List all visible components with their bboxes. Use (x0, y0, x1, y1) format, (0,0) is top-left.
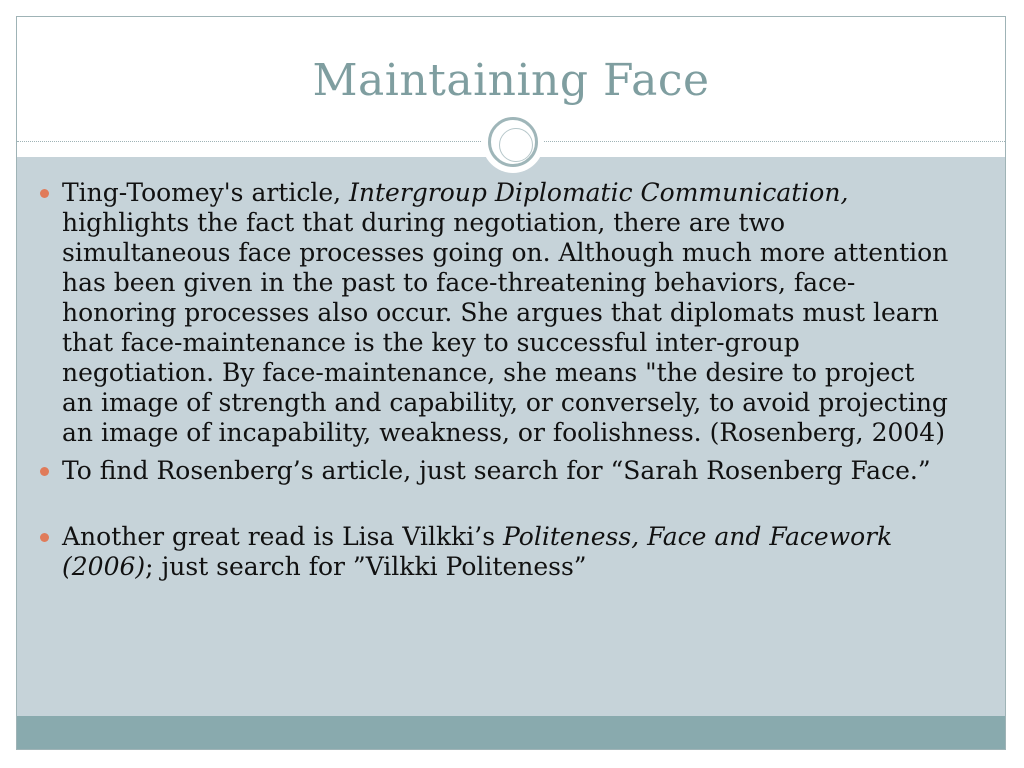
bullet-text-suffix: highlights the fact that during negotiation, there are two simultaneous face processes going on. Although much more attention has been given in the past to face-threatening behaviors, face-honoring processes also occur. She argues that diplomats must learn that face-maintenance is the key to successful inter-group negotiation. By face-maintenance, she means "the desire to project an image of strength and capability, or conversely, to avoid projecting an image of incapability, weakness, or foolishness. (Rosenberg, 2004) (62, 208, 949, 447)
bullet-text: To find Rosenberg’s article, just search for “Sarah Rosenberg Face.” (62, 456, 931, 485)
article-title-italic: Intergroup Diplomatic Communication, (349, 178, 849, 207)
bullet-text-prefix: Ting-Toomey's article, (62, 178, 350, 207)
bullet-dot-icon (40, 189, 49, 198)
bullet-item (40, 178, 950, 448)
footer-band (17, 716, 1005, 750)
outer-ring (488, 117, 538, 167)
bullet-text-suffix: ; just search for ”Vilkki Politeness” (145, 552, 587, 581)
book-title-italic: Politeness, Face and Facework (2006) (62, 522, 893, 581)
bullet-text-prefix: Another great read is Lisa Vilkki’s (62, 522, 503, 551)
inner-ring (499, 128, 533, 162)
slide-title: Maintaining Face (312, 55, 710, 106)
bullet-list (40, 178, 950, 590)
bullet-item (40, 522, 950, 582)
bullet-dot-icon (40, 533, 49, 542)
bullet-dot-icon (40, 467, 49, 476)
bullet-item (40, 456, 950, 486)
circle-ornament-icon (484, 113, 542, 171)
